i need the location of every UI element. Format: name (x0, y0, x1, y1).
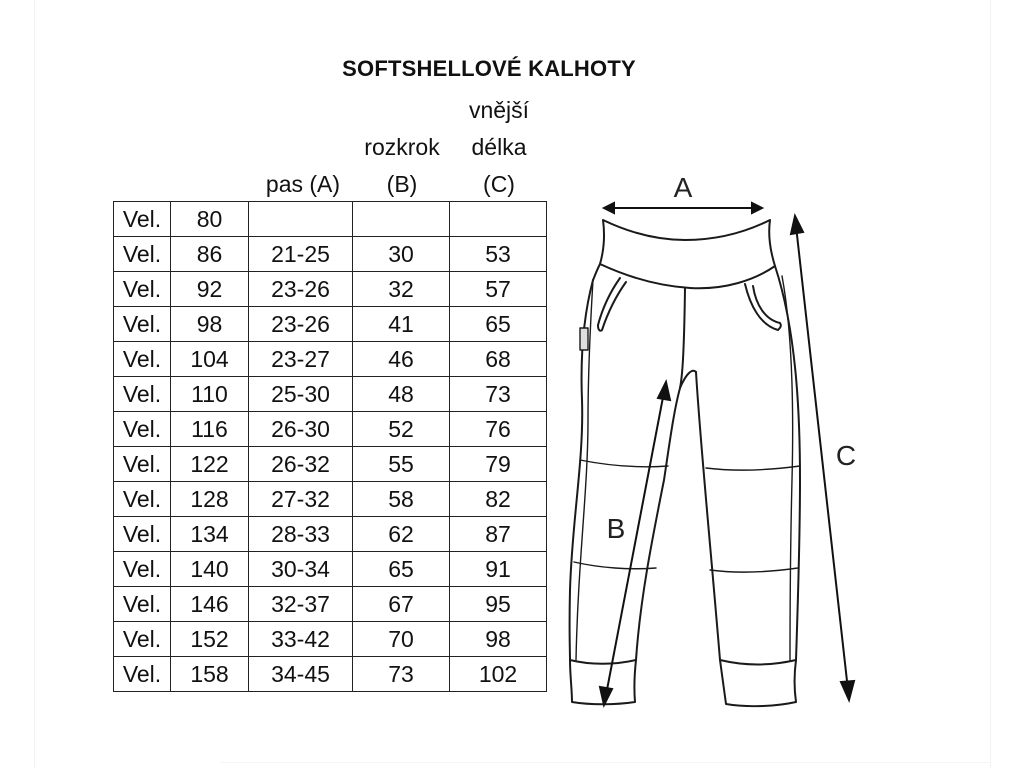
cell-size: 116 (171, 412, 249, 447)
cell-rozkrok: 41 (353, 307, 450, 342)
cell-size: 80 (171, 202, 249, 237)
crotch-line (680, 288, 685, 388)
cell-pas: 27-32 (249, 482, 353, 517)
cell-label: Vel. (114, 552, 171, 587)
cell-delka: 53 (450, 237, 547, 272)
cell-label: Vel. (114, 272, 171, 307)
cell-size: 158 (171, 657, 249, 692)
cell-rozkrok: 70 (353, 622, 450, 657)
arrowhead-a-right (752, 203, 762, 213)
cell-rozkrok: 58 (353, 482, 450, 517)
cell-rozkrok: 65 (353, 552, 450, 587)
table-row (114, 447, 547, 482)
page-edge (220, 762, 990, 763)
cell-pas: 33-42 (249, 622, 353, 657)
cell-pas (249, 202, 353, 237)
cell-label: Vel. (114, 587, 171, 622)
cell-label: Vel. (114, 657, 171, 692)
cell-size: 134 (171, 517, 249, 552)
cell-rozkrok: 32 (353, 272, 450, 307)
cell-delka: 76 (450, 412, 547, 447)
cell-delka: 102 (450, 657, 547, 692)
header-vnejsi: vnější (468, 97, 530, 123)
cell-label: Vel. (114, 412, 171, 447)
table-row (114, 517, 547, 552)
table-row (114, 482, 547, 517)
table-row (114, 552, 547, 587)
left-knee-bottom-seam (574, 562, 656, 569)
cell-label: Vel. (114, 447, 171, 482)
label-tag (580, 328, 588, 350)
pants-diagram (560, 160, 880, 720)
cell-rozkrok: 62 (353, 517, 450, 552)
size-table-body (114, 202, 547, 692)
cell-rozkrok: 73 (353, 657, 450, 692)
cell-size: 98 (171, 307, 249, 342)
cell-label: Vel. (114, 342, 171, 377)
waistband-outline (600, 220, 775, 288)
dimension-a-label: A (673, 172, 693, 203)
waistband-fold (593, 264, 600, 280)
cell-delka: 82 (450, 482, 547, 517)
cell-delka: 65 (450, 307, 547, 342)
arrowhead-c-top (791, 216, 803, 234)
cell-pas: 26-30 (249, 412, 353, 447)
cell-rozkrok: 30 (353, 237, 450, 272)
table-row (114, 237, 547, 272)
cell-size: 140 (171, 552, 249, 587)
cell-label: Vel. (114, 517, 171, 552)
cell-pas: 21-25 (249, 237, 353, 272)
arrowhead-c-bottom (841, 681, 854, 700)
cell-pas: 23-26 (249, 307, 353, 342)
cell-pas: 32-37 (249, 587, 353, 622)
right-leg-outline (775, 266, 800, 660)
cell-delka: 68 (450, 342, 547, 377)
cell-size: 104 (171, 342, 249, 377)
right-knee-bottom-seam (710, 568, 798, 572)
cell-size: 146 (171, 587, 249, 622)
cell-size: 128 (171, 482, 249, 517)
cell-size: 122 (171, 447, 249, 482)
arrowhead-b-top (658, 382, 670, 400)
cell-delka: 95 (450, 587, 547, 622)
cell-label: Vel. (114, 202, 171, 237)
cell-size: 110 (171, 377, 249, 412)
table-row (114, 412, 547, 447)
cell-label: Vel. (114, 377, 171, 412)
size-table (113, 201, 547, 692)
cell-pas: 23-26 (249, 272, 353, 307)
cell-delka: 79 (450, 447, 547, 482)
cell-rozkrok: 55 (353, 447, 450, 482)
page-edge (990, 0, 991, 768)
table-row (114, 202, 547, 237)
cell-pas: 25-30 (249, 377, 353, 412)
header-rozkrok: rozkrok (364, 134, 440, 160)
cell-pas: 26-32 (249, 447, 353, 482)
table-row (114, 342, 547, 377)
right-inner-leg (696, 372, 720, 660)
left-inner-leg (636, 388, 680, 660)
table-row (114, 307, 547, 342)
cell-size: 152 (171, 622, 249, 657)
cell-delka: 73 (450, 377, 547, 412)
cell-label: Vel. (114, 482, 171, 517)
right-pocket (745, 284, 781, 330)
right-knee-top-seam (706, 466, 800, 470)
cell-pas: 30-34 (249, 552, 353, 587)
cell-rozkrok: 46 (353, 342, 450, 377)
cell-delka: 91 (450, 552, 547, 587)
header-rozkrok-code: (B) (386, 171, 418, 197)
left-pocket (598, 278, 626, 331)
cell-delka (450, 202, 547, 237)
table-row (114, 657, 547, 692)
header-delka: délka (471, 134, 527, 160)
cell-rozkrok (353, 202, 450, 237)
table-row (114, 377, 547, 412)
cell-label: Vel. (114, 237, 171, 272)
arrowhead-b-bottom (600, 687, 612, 705)
cell-label: Vel. (114, 307, 171, 342)
cell-label: Vel. (114, 622, 171, 657)
table-row (114, 272, 547, 307)
table-row (114, 587, 547, 622)
right-cuff (720, 660, 796, 706)
header-pas: pas (A) (265, 171, 341, 197)
cell-pas: 34-45 (249, 657, 353, 692)
table-row (114, 622, 547, 657)
dimension-b-label: B (606, 513, 626, 544)
cell-size: 86 (171, 237, 249, 272)
chart-title: SOFTSHELLOVÉ KALHOTY (342, 56, 636, 81)
cell-delka: 57 (450, 272, 547, 307)
cell-delka: 98 (450, 622, 547, 657)
cell-pas: 23-27 (249, 342, 353, 377)
left-knee-top-seam (580, 460, 668, 467)
arrowhead-a-left (604, 203, 614, 213)
cell-rozkrok: 67 (353, 587, 450, 622)
cell-rozkrok: 48 (353, 377, 450, 412)
cell-pas: 28-33 (249, 517, 353, 552)
cell-delka: 87 (450, 517, 547, 552)
page-edge (34, 0, 35, 768)
cell-rozkrok: 52 (353, 412, 450, 447)
cell-size: 92 (171, 272, 249, 307)
dimension-c-label: C (835, 440, 857, 471)
header-delka-code: (C) (483, 171, 515, 197)
